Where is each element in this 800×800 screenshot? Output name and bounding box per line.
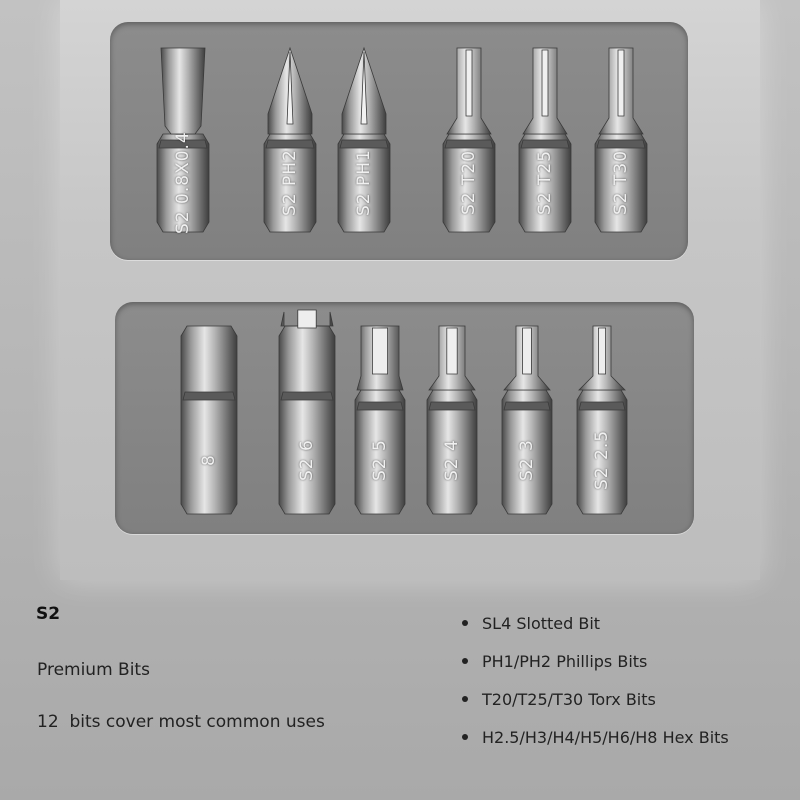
bit-torx xyxy=(517,48,573,232)
bit-hex xyxy=(179,326,239,514)
bit-groove xyxy=(281,392,333,400)
bit-slotted xyxy=(155,48,211,232)
bit-label: S2 4 xyxy=(442,439,462,481)
bit-phillips xyxy=(336,48,392,232)
bit-shank xyxy=(279,326,335,514)
feature-label: T20/T25/T30 Torx Bits xyxy=(482,689,656,709)
bit-phillips xyxy=(262,48,318,232)
bit-hex xyxy=(575,326,629,514)
bit-groove xyxy=(340,140,388,148)
feature-list xyxy=(462,604,729,756)
bit-hex xyxy=(500,326,554,514)
bit-tip-highlight xyxy=(598,328,605,374)
coverage-text: 12 bits cover most common uses xyxy=(37,712,325,732)
bit-label: S2 T30 xyxy=(611,149,631,215)
bit-label: S2 PH2 xyxy=(280,148,300,216)
bit-groove xyxy=(266,140,314,148)
bit-tip-highlight xyxy=(447,328,457,374)
bit-shape xyxy=(277,326,337,514)
bit-hex xyxy=(353,326,407,514)
bit-tip-highlight xyxy=(523,328,532,374)
bit-groove xyxy=(183,392,235,400)
bit-torx xyxy=(593,48,649,232)
bit-torx xyxy=(441,48,497,232)
feature-item xyxy=(462,604,729,642)
bit-label: S2 T20 xyxy=(459,149,479,215)
bit-shape xyxy=(500,326,554,514)
brand-title: S2 xyxy=(36,604,61,624)
feature-label: SL4 Slotted Bit xyxy=(482,613,601,633)
bit-groove xyxy=(579,402,625,410)
bit-shank xyxy=(181,326,237,514)
feature-label: H2.5/H3/H4/H5/H6/H8 Hex Bits xyxy=(482,727,729,747)
tagline: Premium Bits xyxy=(37,660,150,680)
bit-tip-highlight xyxy=(372,328,387,374)
bit-groove xyxy=(504,402,550,410)
bit-label: 8 xyxy=(199,454,219,466)
bullet-icon xyxy=(462,658,468,664)
bit-label: S2 PH1 xyxy=(354,148,374,216)
bit-tip-highlight xyxy=(542,50,548,116)
bit-shape xyxy=(353,326,407,514)
bullet-icon xyxy=(462,620,468,626)
bullet-icon xyxy=(462,696,468,702)
feature-item xyxy=(462,642,729,680)
feature-label: PH1/PH2 Phillips Bits xyxy=(482,651,648,671)
bit-label: S2 T25 xyxy=(535,149,555,215)
bit-label: S2 0.8X0.4 xyxy=(173,130,193,234)
bit-shape xyxy=(425,326,479,514)
bit-groove xyxy=(429,402,475,410)
bit-label: S2 2.5 xyxy=(592,429,612,490)
bit-tip-highlight xyxy=(298,310,316,328)
bit-label: S2 5 xyxy=(370,439,390,481)
bit-tip-highlight xyxy=(466,50,472,116)
bit-label: S2 6 xyxy=(297,439,317,481)
bit-tip-highlight xyxy=(618,50,624,116)
bit-hex xyxy=(277,326,337,514)
bit-shape xyxy=(179,326,239,514)
bit-groove xyxy=(597,140,645,148)
bit-label: S2 3 xyxy=(517,439,537,481)
bit-groove xyxy=(445,140,493,148)
feature-item xyxy=(462,718,729,756)
bit-tip xyxy=(161,48,205,134)
bit-hex xyxy=(425,326,479,514)
feature-item xyxy=(462,680,729,718)
bullet-icon xyxy=(462,734,468,740)
bit-groove xyxy=(357,402,403,410)
bit-groove xyxy=(521,140,569,148)
